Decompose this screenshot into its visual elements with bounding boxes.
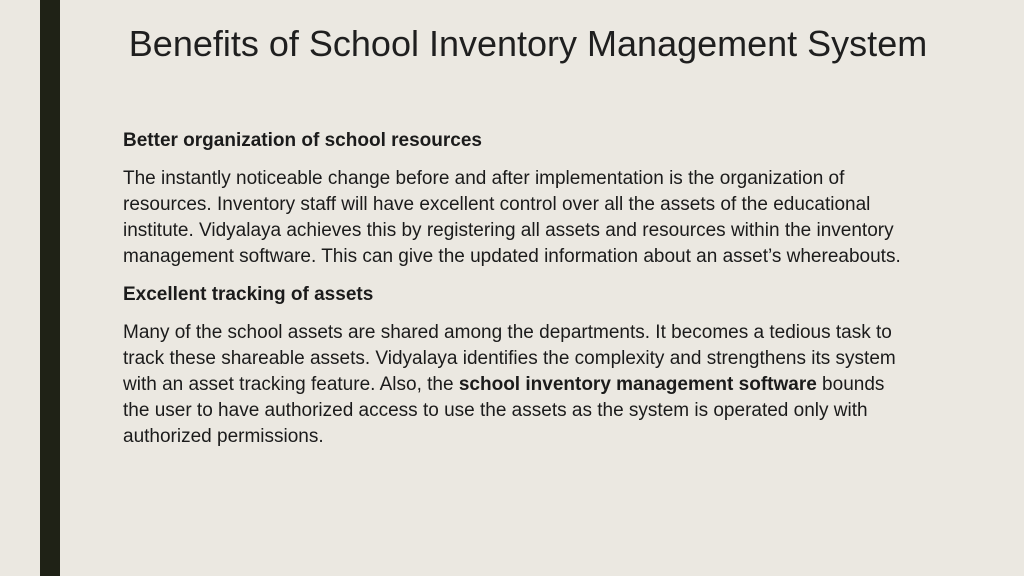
tracking-text-part-2: bounds the user to have authorized access to use the assets as the system is operated only with authorized permissions. bbox=[123, 374, 885, 447]
slide-content bbox=[123, 128, 913, 462]
section-heading-tracking: Excellent tracking of assets bbox=[123, 284, 374, 305]
left-accent-bar bbox=[40, 0, 60, 576]
software-emphasis: school inventory management software bbox=[458, 374, 817, 395]
section-body-organization: The instantly noticeable change before and after implementation is the organization of resources. Inventory staff will have excellent control over all the assets of the educational institute. Vidyalaya achieves this by registering all assets and resources within the inventory management software. This can give the updated information about an asset’s whereabouts. bbox=[123, 168, 901, 267]
section-heading-organization: Better organization of school resources bbox=[123, 130, 482, 151]
slide-title: Benefits of School Inventory Management System bbox=[128, 23, 928, 64]
section-body-tracking bbox=[123, 320, 913, 450]
tracking-text-part-1: Many of the school assets are shared among the departments. It becomes a tedious task to track these shareable assets. Vidyalaya identifies the complexity and strengthens its system with an asset tracking feature. Also, the bbox=[123, 322, 896, 395]
